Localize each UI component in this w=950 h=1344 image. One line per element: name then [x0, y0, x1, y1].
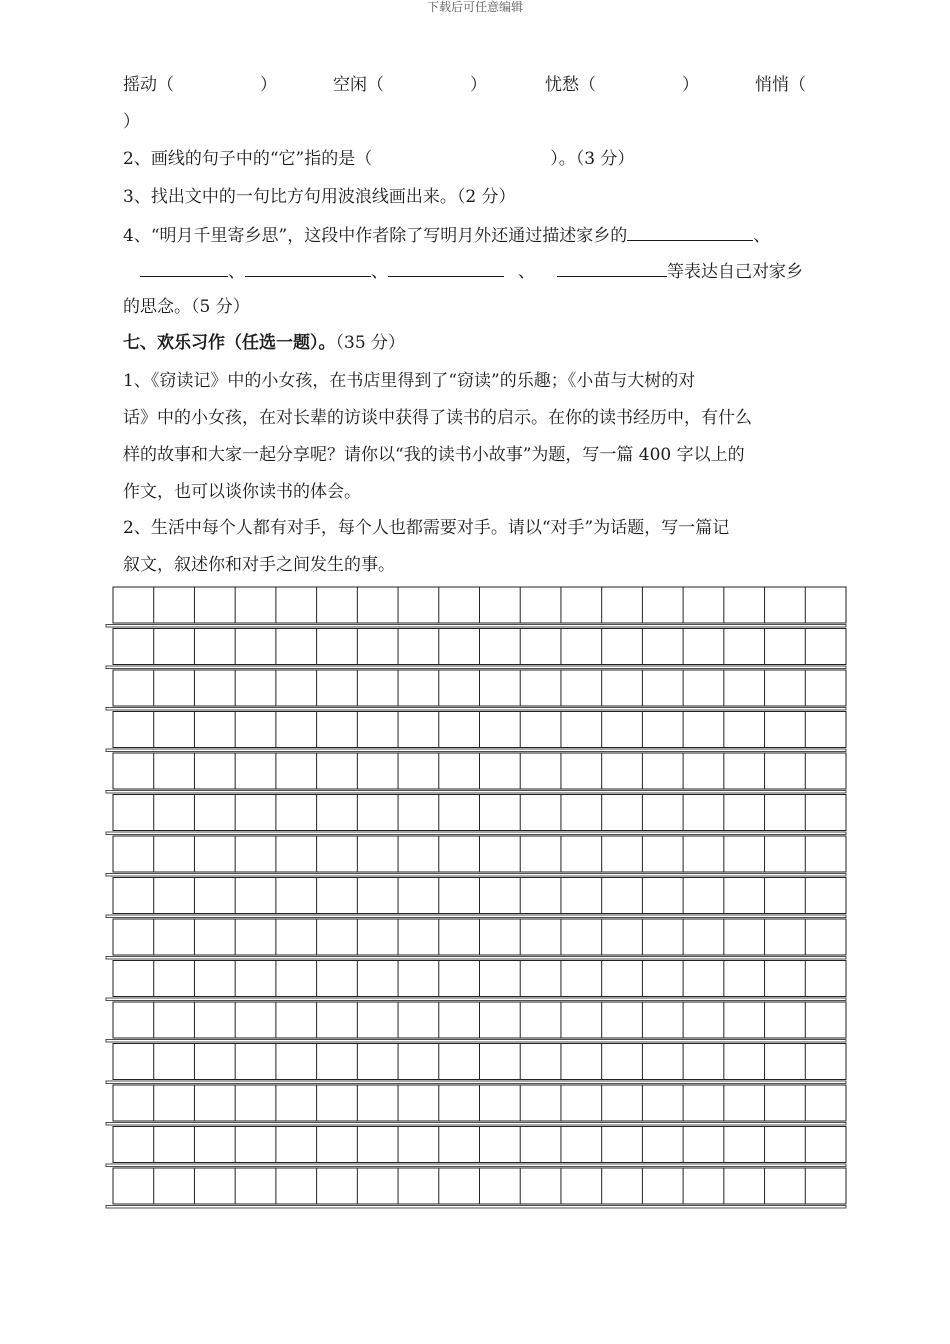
grid-row-separator — [106, 1040, 846, 1043]
vocab-item-2: 空闲（ ） — [333, 75, 487, 95]
grid-row-separator — [106, 666, 846, 669]
vocab-wrap: ） — [123, 112, 140, 132]
prompt-2-line-1: 2、生活中每个人都有对手，每个人也都需要对手。请以“对手”为话题，写一篇记 — [123, 518, 730, 538]
grid-row-separator — [106, 874, 846, 877]
grid-row-separator — [106, 625, 846, 628]
grid-row-separator — [106, 1206, 846, 1209]
question-4-line-3: 的思念。（5 分） — [123, 297, 250, 317]
prompt-2-line-2: 叙文，叙述你和对手之间发生的事。 — [123, 555, 395, 575]
vocab-word-2: 空闲（ — [333, 75, 384, 95]
grid-row-separator — [106, 708, 846, 711]
grid-row-separator — [106, 832, 846, 835]
grid-row-separator — [106, 1081, 846, 1084]
question-2: 2、画线的句子中的“它”指的是（ ）。（3 分） — [123, 149, 635, 169]
prompt-1-line-2: 话》中的小女孩，在对长辈的访谈中获得了读书的启示。在你的读书经历中，有什么 — [123, 408, 752, 428]
section-7-title: 七、欢乐习作（任选一题）。 — [123, 333, 336, 353]
grid-row-separator — [106, 1123, 846, 1126]
vocab-line: 摇动（ ） — [123, 75, 277, 95]
question-3: 3、找出文中的一句比方句用波浪线画出来。（2 分） — [123, 187, 516, 207]
prompt-1-line-3: 样的故事和大家一起分享呢？请你以“我的读书小故事”为题，写一篇 400 字以上的 — [123, 445, 745, 465]
grid-row-separator — [106, 749, 846, 752]
grid-row-separator — [106, 791, 846, 794]
vocab-word-4: 悄悄（ — [755, 75, 806, 95]
grid-row-separator — [106, 915, 846, 918]
grid-row-separator — [106, 957, 846, 960]
grid-row-separator — [106, 1164, 846, 1167]
prompt-1-line-1: 1、《窃读记》中的小女孩，在书店里得到了“窃读”的乐趣；《小苗与大树的对 — [123, 371, 696, 391]
vocab-word-1: 摇动（ — [123, 75, 174, 95]
page-header: 下载后可任意编辑 — [426, 0, 523, 14]
vocab-word-3: 忧愁（ — [545, 75, 596, 95]
question-4-line-1: 4、“明月千里寄乡思”，这段中作者除了写明月外还通过描述家乡的 、 — [123, 222, 770, 248]
question-4-line-2: 、 、 、 等表达自己对家乡 — [140, 258, 803, 284]
vocab-item-3: 忧愁（ ） — [545, 75, 699, 95]
prompt-1-line-4: 作文，也可以谈你读书的体会。 — [123, 482, 361, 502]
grid-row-separator — [106, 998, 846, 1001]
section-7-score: （35 分） — [335, 333, 406, 353]
